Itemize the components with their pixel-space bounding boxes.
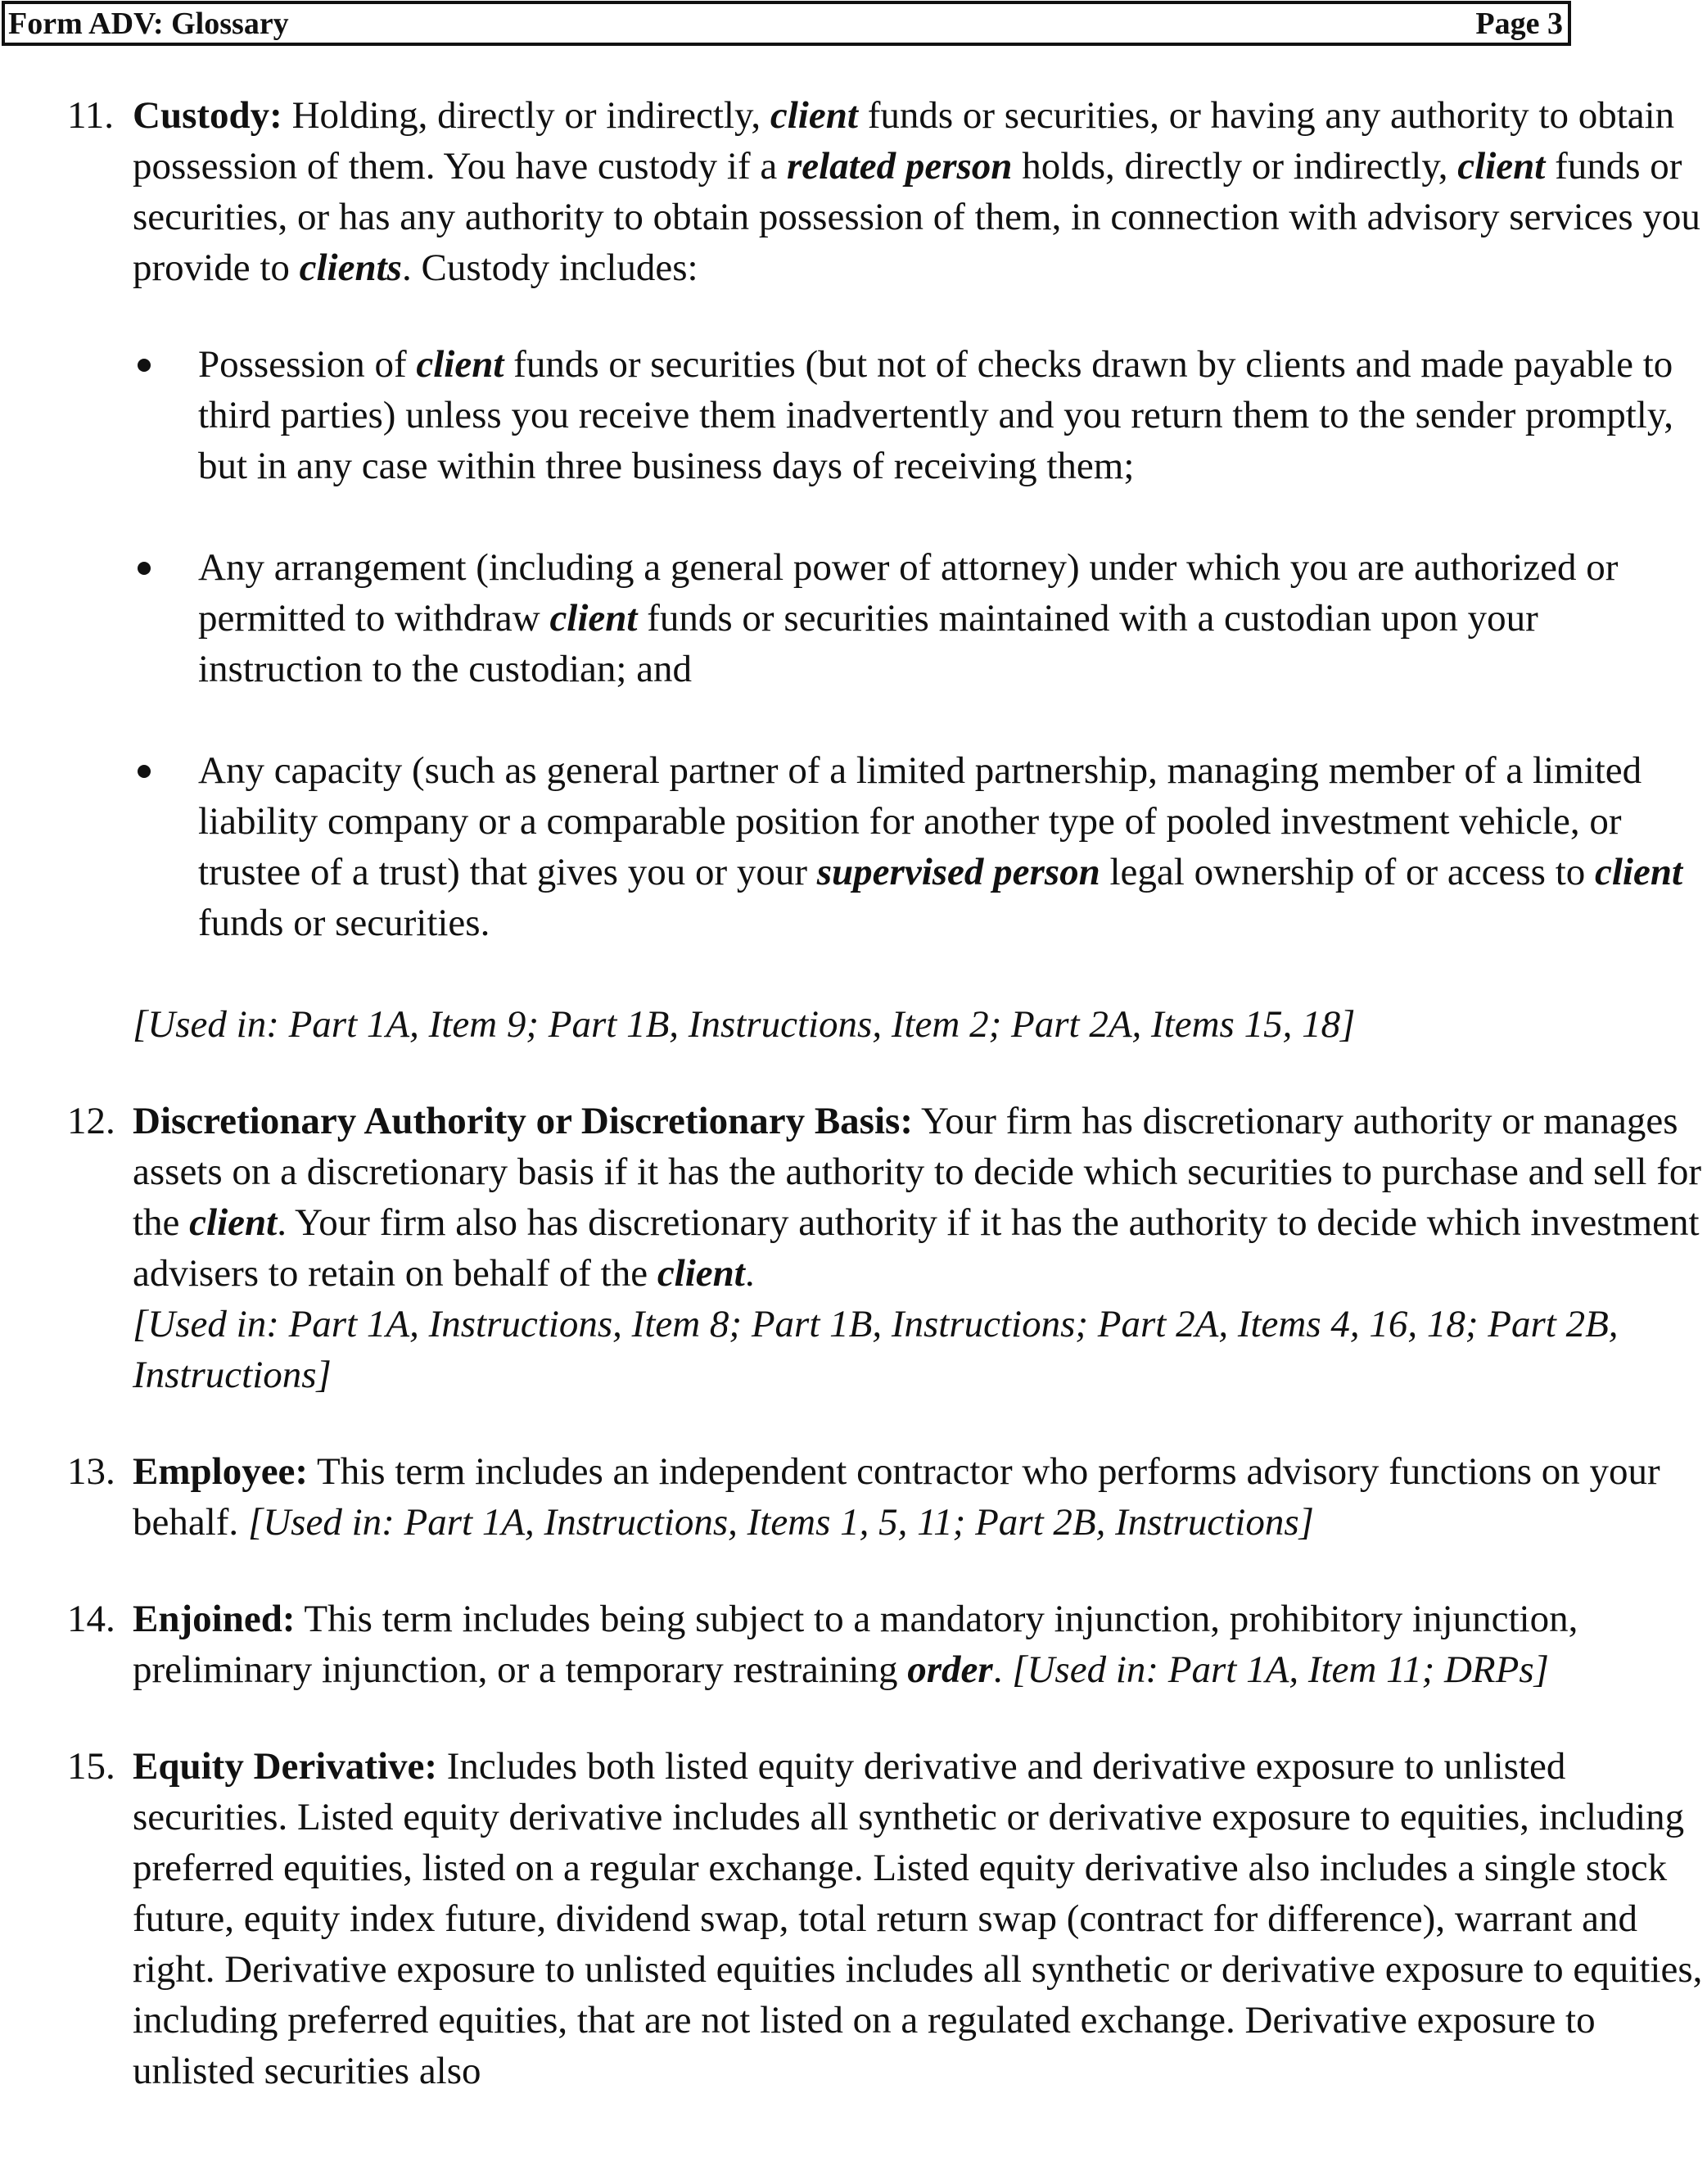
entry-number: 12.: [67, 1100, 115, 1142]
list-item: Possession of client funds or securities (but not of checks drawn by clients and made payable to third parties) unless you receive them inadvertently and you return them to the sender promptly, but in any case within three business days of receiving them;: [133, 339, 1705, 491]
entry-term: Custody:: [133, 94, 282, 137]
entry-number: 11.: [67, 94, 115, 137]
used-in-reference: [Used in: Part 1A, Instructions, Items 1, 5, 11; Part 2B, Instructions]: [247, 1501, 1314, 1544]
entry-number: 15.: [67, 1745, 115, 1788]
page-number: Page 3: [1475, 7, 1563, 41]
defined-term: client: [770, 94, 858, 137]
custody-bullet-list: [133, 339, 1705, 948]
entry-term: Enjoined:: [133, 1598, 296, 1640]
defined-term: client: [1457, 145, 1546, 188]
defined-term: supervised person: [816, 851, 1100, 893]
defined-term: clients: [299, 246, 402, 289]
list-item: Any capacity (such as general partner of a limited partnership, managing member of a limited liability company or a comparable position for another type of pooled investment vehicle, or trustee of a trust) that gives you or your supervised person legal ownership of or access to client funds or securities.: [133, 745, 1705, 948]
used-in-reference: [Used in: Part 1A, Instructions, Item 8; Part 1B, Instructions; Part 2A, Items 4, 16, 18; Part 2B, Instructions]: [133, 1303, 1619, 1396]
bullet-icon: [138, 765, 151, 778]
defined-term: client: [189, 1201, 278, 1244]
glossary-entry-custody: [0, 90, 1705, 1050]
list-item: Any arrangement (including a general power of attorney) under which you are authorized or permitted to withdraw client funds or securities maintained with a custodian upon your instruction to the custodian; and: [133, 542, 1705, 694]
used-in-reference: [Used in: Part 1A, Item 11; DRPs]: [1012, 1648, 1549, 1691]
defined-term: related person: [786, 145, 1013, 188]
defined-term: client: [1595, 851, 1683, 893]
defined-term: client: [549, 597, 638, 640]
used-in-reference: [Used in: Part 1A, Item 9; Part 1B, Instructions, Item 2; Part 2A, Items 15, 18]: [133, 1003, 1356, 1046]
glossary-entry-discretionary-authority: [0, 1096, 1705, 1400]
entry-term: Discretionary Authority or Discretionary Basis:: [133, 1100, 913, 1142]
entry-definition: Discretionary Authority or Discretionary Basis: Your firm has discretionary authority or manages assets on a discretionary basis if it has the authority to decide which securities to purchase and sell for the client. Your firm also has discretionary authority if it has the authority to decide which investment advisers to retain on behalf of the client. [Used in: Part 1A, Instructions, Item 8; Part 1B, Instructions; Part 2A, Items 4, 16, 18; Part 2B, Instructions]: [133, 1100, 1702, 1396]
form-title: Form ADV: Glossary: [8, 7, 289, 41]
entry-term: Equity Derivative:: [133, 1745, 438, 1788]
entry-definition: Employee: This term includes an independent contractor who performs advisory functions on your behalf. [Used in: Part 1A, Instructions, Items 1, 5, 11; Part 2B, Instructions]: [133, 1450, 1660, 1544]
defined-term: client: [657, 1252, 745, 1295]
glossary-content: [0, 90, 1707, 2142]
glossary-entry-enjoined: [0, 1594, 1705, 1695]
defined-term: order: [907, 1648, 993, 1691]
bullet-icon: [138, 562, 151, 575]
entry-number: 14.: [67, 1598, 115, 1640]
entry-number: 13.: [67, 1450, 115, 1493]
glossary-entry-employee: [0, 1446, 1705, 1548]
entry-definition: Custody: Holding, directly or indirectly, client funds or securities, or having any authority to obtain possession of them. You have custody if a related person holds, directly or indirectly, client funds or securities, or has any authority to obtain possession of them, in connection with advisory services you provide to clients. Custody includes:: [133, 94, 1700, 289]
entry-definition: Enjoined: This term includes being subject to a mandatory injunction, prohibitory injunction, preliminary injunction, or a temporary restraining order. [Used in: Part 1A, Item 11; DRPs]: [133, 1598, 1578, 1691]
glossary-entry-equity-derivative: [0, 1741, 1705, 2096]
entry-term: Employee:: [133, 1450, 309, 1493]
bullet-icon: [138, 359, 151, 372]
defined-term: client: [416, 343, 504, 386]
page-header: [2, 1, 1571, 46]
entry-definition: Equity Derivative: Includes both listed equity derivative and derivative exposure to unlisted securities. Listed equity derivative includes all synthetic or derivative exposure to equities, including preferred equities, listed on a regular exchange. Listed equity derivative also includes a single stock future, equity index future, dividend swap, total return swap (contract for difference), warrant and right. Derivative exposure to unlisted equities includes all synthetic or derivative exposure to equities, including preferred equities, that are not listed on a regulated exchange. Derivative exposure to unlisted securities also: [133, 1745, 1703, 2092]
